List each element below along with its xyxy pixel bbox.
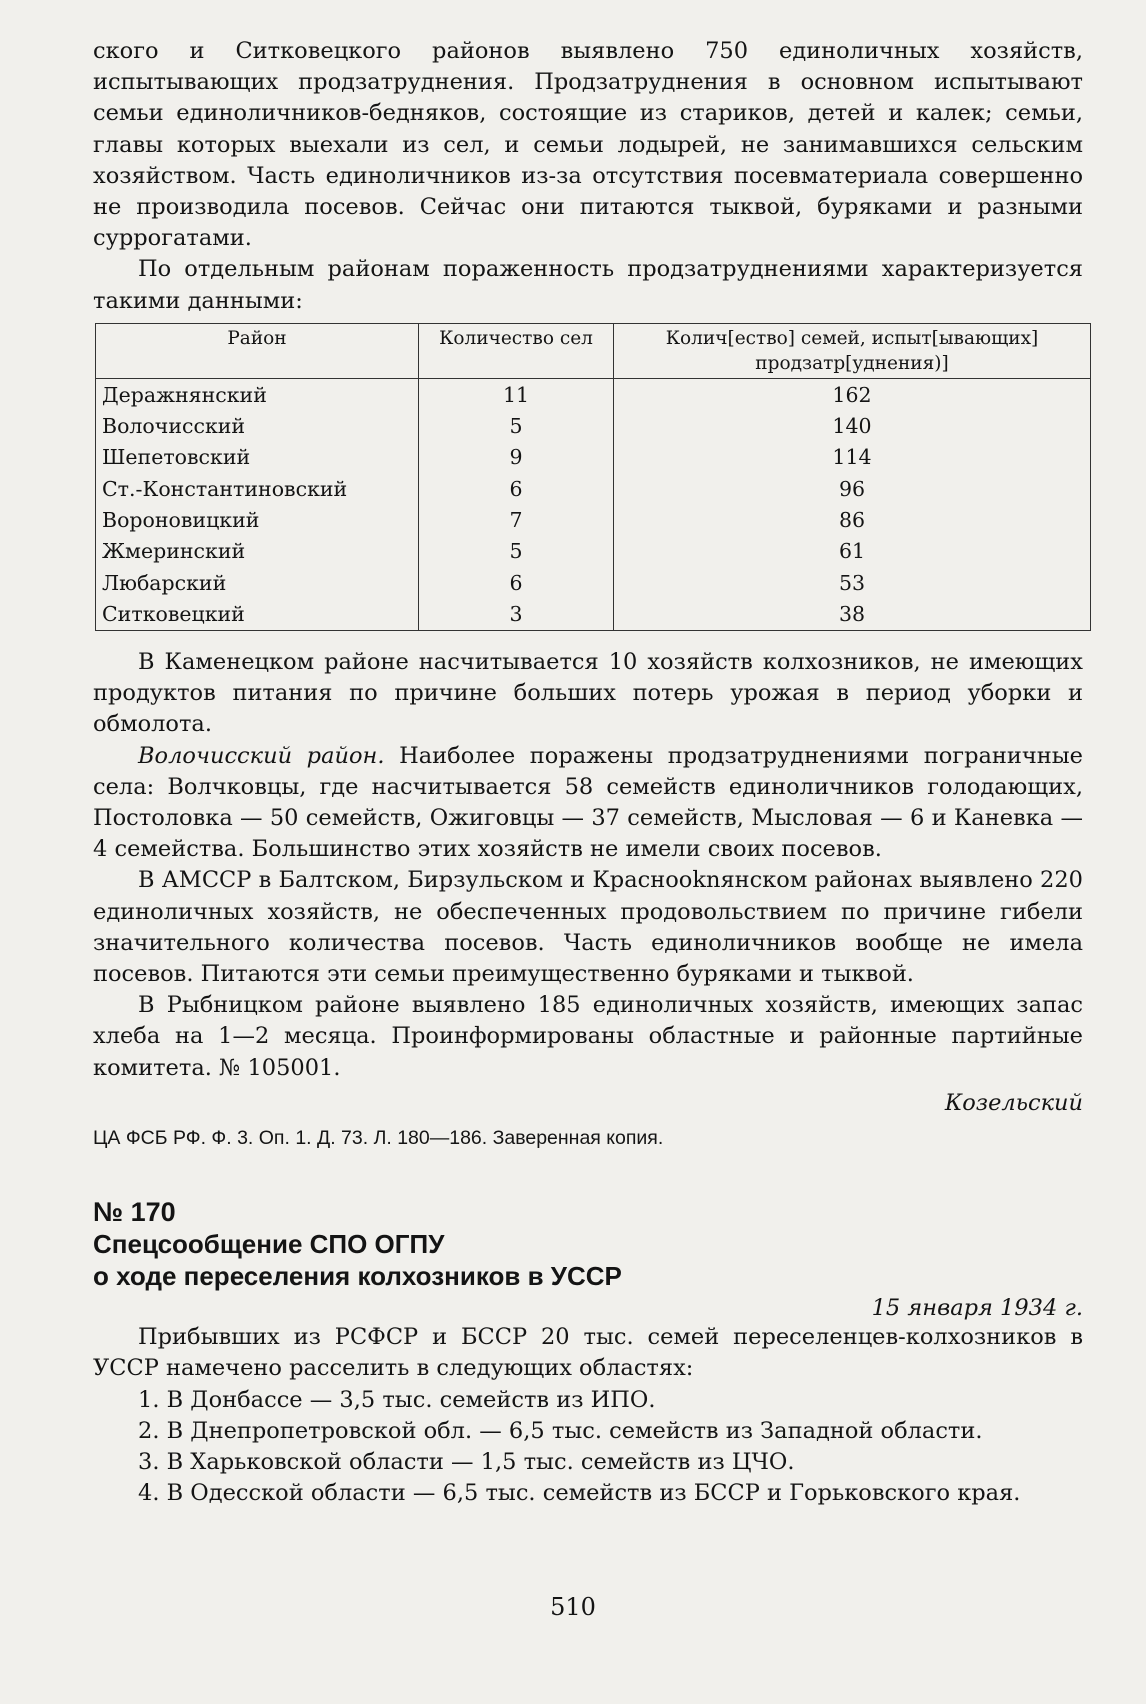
document-date: 15 января 1934 г.	[871, 1295, 1083, 1322]
table-row	[96, 473, 1091, 504]
paragraph-intro: ского и Ситковецкого районов выявлено 750 единоличных хозяйств, испытывающих продзатруднения. Продзатруднения в основном испытывают семьи единоличников-бедняков, состоящие из стариков, детей и калек; семьи, главы которых выехали из сел, и семьи лодырей, не занимавшихся сельским хозяйством. Часть единоличников из-за отсутствия посевматериала совершенно не производила посевов. Сейчас они питаются тыквой, буряками и разными суррогатами.	[93, 38, 1083, 252]
cell-families: 140	[614, 410, 1091, 441]
volochisk-heading: Волочисский район.	[138, 742, 385, 769]
cell-villages: 6	[419, 473, 614, 504]
paragraph-resettlement: Прибывших из РСФСР и БССР 20 тыс. семей переселенцев-колхозников в УССР намечено расселить в следующих областях:	[93, 1324, 1083, 1382]
paragraph-rybnitsa: В Рыбницком районе выявлено 185 единоличных хозяйств, имеющих запас хлеба на 1—2 месяца. Проинформированы областные и районные партийные комитета. № 105001.	[93, 992, 1083, 1081]
cell-district: Шепетовский	[96, 442, 419, 473]
document-number: № 170	[93, 1197, 176, 1228]
document-title-line1: Спецсообщение СПО ОГПУ	[93, 1229, 445, 1260]
cell-district: Волочисский	[96, 410, 419, 441]
paragraph-volochisk	[93, 741, 1083, 866]
cell-villages: 5	[419, 536, 614, 567]
page-body	[93, 36, 1083, 1509]
list-item: 1. В Донбассе — 3,5 тыс. семейств из ИПО.	[138, 1386, 656, 1413]
header-villages: Количество сел	[419, 323, 614, 378]
list-item: 4. В Одесской области — 6,5 тыс. семейств из БССР и Горьковского края.	[138, 1480, 1021, 1507]
cell-villages: 6	[419, 567, 614, 598]
paragraph-kamenets: В Каменецком районе насчитывается 10 хозяйств колхозников, не имеющих продуктов питания по причине больших потерь урожая в период уборки и обмолота.	[93, 648, 1083, 738]
volochisk-text: Наиболее поражены продзатруднениями пограничные села: Волчковцы, где насчитывается 58 семейств единоличников голодающих, Постоловка — 50 семейств, Ожиговцы — 37 семейств, Мысловая — 6 и Каневка — 4 семейства. Большинство этих хозяйств не имели своих посевов.	[93, 742, 1083, 863]
cell-families: 38	[614, 599, 1091, 631]
header-district: Район	[96, 323, 419, 378]
cell-district: Ст.-Константиновский	[96, 473, 419, 504]
cell-families: 114	[614, 442, 1091, 473]
archive-source: ЦА ФСБ РФ. Ф. 3. Оп. 1. Д. 73. Л. 180—186. Заверенная копия.	[93, 1127, 664, 1149]
table-row	[96, 599, 1091, 631]
table-row	[96, 410, 1091, 441]
cell-district: Любарский	[96, 567, 419, 598]
table-row	[96, 378, 1091, 410]
cell-families: 61	[614, 536, 1091, 567]
regions-list	[93, 1385, 1083, 1510]
document-title-line2: о ходе переселения колхозников в УССР	[93, 1261, 622, 1292]
paragraph-amssr: В АМССР в Балтском, Бирзульском и Краснооknянском районах выявлено 220 единоличных хозяйств, не обеспеченных продовольствием по причине гибели значительного количества посевов. Часть единоличников вообще не имела посевов. Питаются эти семьи преимущественно буряками и тыквой.	[93, 867, 1083, 987]
cell-families: 162	[614, 378, 1091, 410]
header-families: Колич[ество] семей, испыт[ывающих] продзатр[уднения)]	[614, 323, 1091, 378]
list-item: 2. В Днепропетровской обл. — 6,5 тыс. семейств из Западной области.	[138, 1417, 983, 1444]
cell-families: 96	[614, 473, 1091, 504]
list-item: 3. В Харьковской области — 1,5 тыс. семейств из ЦЧО.	[138, 1449, 795, 1476]
table-row	[96, 442, 1091, 473]
paragraph-table-intro: По отдельным районам пораженность продзатруднениями характеризуется такими данными:	[93, 256, 1083, 314]
cell-families: 86	[614, 504, 1091, 535]
cell-villages: 5	[419, 410, 614, 441]
table-row	[96, 504, 1091, 535]
cell-district: Вороновицкий	[96, 504, 419, 535]
table-row	[96, 567, 1091, 598]
districts-table	[95, 323, 1091, 631]
page-number: 510	[550, 1593, 596, 1621]
table-row	[96, 536, 1091, 567]
cell-district: Деражнянский	[96, 378, 419, 410]
cell-district: Ситковецкий	[96, 599, 419, 631]
cell-villages: 7	[419, 504, 614, 535]
cell-villages: 11	[419, 378, 614, 410]
signature: Козельский	[944, 1089, 1083, 1116]
table-header-row	[96, 323, 1091, 378]
cell-villages: 3	[419, 599, 614, 631]
cell-families: 53	[614, 567, 1091, 598]
cell-villages: 9	[419, 442, 614, 473]
cell-district: Жмеринский	[96, 536, 419, 567]
